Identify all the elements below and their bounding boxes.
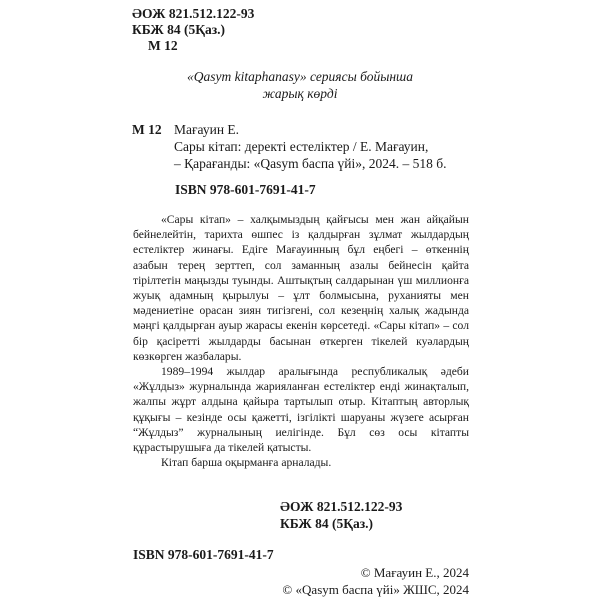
isbn-bottom: ISBN 978-601-7691-41-7: [133, 547, 274, 562]
lbc-code-bottom: КБЖ 84 (5Қаз.): [280, 516, 374, 531]
copyright-author: © Мағауин Е., 2024: [360, 565, 469, 580]
classification-codes-bottom: [280, 498, 402, 532]
bibliographic-record: [132, 121, 446, 172]
udc-code-bottom: ӘОЖ 821.512.122-93: [280, 499, 403, 514]
copyright-publisher: © «Qasym баспа үйі» ЖШС, 2024: [282, 581, 469, 597]
annotation-paragraph-2: 1989–1994 жылдар аралығында республикалық әдеби «Жұлдыз» журналында жарияланған естеліктер енді жинақталып, жалпы жұрт алдына қайыра тартылып отыр. Кітаптың авторлық құқығы – кезінде осы қажетті, ізгілікті шаруаны жүзеге асырған “Жұлдыз” журналының иелігінде. Бұл сөз осы кітапты құрастырушыға да тікелей қатысты.: [133, 365, 469, 455]
series-note: [150, 68, 450, 102]
copyright-block: [282, 565, 469, 598]
series-note-line1: «Qasym kitaphanasy» сериясы бойынша: [187, 69, 413, 84]
bib-title: Сары кітап: деректі естеліктер / Е. Мағауин,: [174, 139, 429, 154]
lbc-code: КБЖ 84 (5Қаз.): [132, 22, 226, 37]
series-note-line2: жарық көрді: [262, 86, 338, 101]
bib-imprint: – Қарағанды: «Qasym баспа үйі», 2024. – 518 б.: [174, 156, 447, 171]
classification-codes-top: [132, 6, 254, 54]
bib-author: Мағауин Е.: [174, 122, 240, 137]
author-mark: М 12: [148, 38, 178, 53]
annotation-paragraph-3: Кітап барша оқырманға арналады.: [161, 456, 332, 470]
isbn-top: ISBN 978-601-7691-41-7: [175, 182, 316, 197]
annotation: [133, 212, 469, 470]
bib-author-mark: М 12: [132, 122, 162, 137]
annotation-paragraph-1: «Сары кітап» – халқымыздың қайғысы мен жан айқайын бейнелейтін, тарихта өшпес із қалдырған зұлмат жылдардың естеліктер жинағы. Едіге Мағауинның бұл еңбегі – өткеннің азабын терең зерттеп, сол заманның азалы бейнесін қайта тірілтетін маңызды туынды. Аштықтың салдарынан үш миллионға жуық адамның қырылуы – ұлт болмысына, руханияты мен мәдениетіне орасан зиян тигізгені, сол кезеңнің халық жадында мәңгі қалдырған ауыр жарасы екенін көрсетеді. «Сары кітап» – сол бір қасіретті жылдарды басынан өткерген тікелей куәлардың көзкөрген жазбалары.: [133, 213, 469, 363]
udc-code: ӘОЖ 821.512.122-93: [132, 6, 255, 21]
